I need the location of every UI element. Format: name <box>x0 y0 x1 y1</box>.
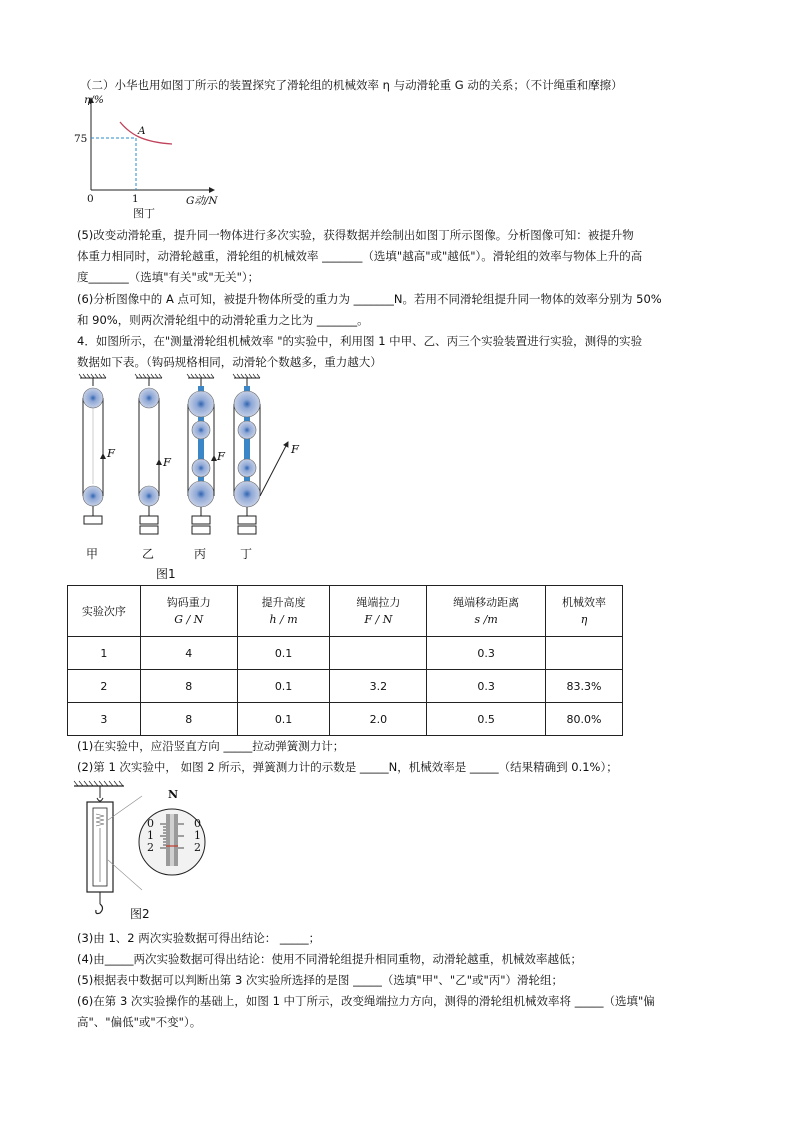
cell: 8 <box>140 703 237 736</box>
sub-q1: (1)在实验中，应沿竖直方向 _____拉动弹簧测力计； <box>77 739 345 753</box>
sub-q4: (4)由_____两次实验数据可得出结论：使用不同滑轮组提升相同重物，动滑轮越重，机械效率越低； <box>77 952 583 966</box>
table-header-row <box>68 586 623 637</box>
x-axis-label: G动/N <box>186 195 218 207</box>
cell: 83.3% <box>546 670 623 703</box>
q5-line2: 体重力相同时，动滑轮越重，滑轮组的机械效率 _______（选填"越高"或"越低"）。滑轮组的效率与物体上升的高 <box>77 249 643 263</box>
cell <box>546 637 623 670</box>
figure-2-caption: 图2 <box>130 907 150 921</box>
q4-line1: 4．如图所示，在"测量滑轮组机械效率 "的实验中，利用图 1 中甲、乙、丙三个实验装置进行实验，测得的实验 <box>77 334 643 348</box>
scale-right-0: 0 <box>194 817 201 830</box>
scale-unit-label: N <box>168 788 179 801</box>
table-row <box>68 637 623 670</box>
label-bing: 丙 <box>194 547 207 561</box>
pulley-set-ding <box>234 378 288 534</box>
pulley-figure-1 <box>70 372 320 552</box>
cell: 2.0 <box>330 703 427 736</box>
cell: 80.0% <box>546 703 623 736</box>
scale-left-0: 0 <box>147 817 154 830</box>
scale-right-2: 2 <box>194 841 201 854</box>
pulley-set-bing <box>188 378 214 534</box>
header-force: 绳端拉力 F / N <box>330 586 427 637</box>
cell: 4 <box>140 637 237 670</box>
cell: 0.5 <box>427 703 546 736</box>
cell: 0.3 <box>427 637 546 670</box>
graph-caption: 图丁 <box>133 207 155 220</box>
experiment-table <box>67 585 623 736</box>
cell: 3 <box>68 703 141 736</box>
cell: 0.1 <box>237 670 330 703</box>
table-row <box>68 670 623 703</box>
label-yi: 乙 <box>142 547 155 561</box>
cell: 8 <box>140 670 237 703</box>
figure-1-caption: 图1 <box>156 567 176 581</box>
label-jia: 甲 <box>86 547 99 561</box>
force-label-yi: F <box>163 455 171 469</box>
part2-intro: （二）小华也用如图丁所示的装置探究了滑轮组的机械效率 η 与动滑轮重 G 动的关系；（不计绳重和摩擦） <box>80 78 623 92</box>
force-label-ding: F <box>291 442 299 456</box>
scale-right-1: 1 <box>194 829 201 842</box>
header-efficiency: 机械效率 η <box>546 586 623 637</box>
q5-line1: (5)改变动滑轮重，提升同一物体进行多次实验，获得数据并绘制出如图丁所示图像。分析图像可知：被提升物 <box>77 228 634 242</box>
sub-q5: (5)根据表中数据可以判断出第 3 次实验所选择的是图 _____（选填"甲"、"乙"或"丙"）滑轮组； <box>77 973 564 987</box>
cell: 0.1 <box>237 703 330 736</box>
table-row <box>68 703 623 736</box>
pulley-set-yi <box>139 378 159 534</box>
force-label-jia: F <box>107 446 115 460</box>
scale-left-1: 1 <box>147 829 154 842</box>
q4-line2: 数据如下表。（钩码规格相同，动滑轮个数越多，重力越大） <box>77 355 382 369</box>
cell: 1 <box>68 637 141 670</box>
y-axis-label: η/% <box>84 94 104 106</box>
y-tick-75: 75 <box>74 133 88 145</box>
header-trial: 实验次序 <box>68 586 141 637</box>
header-weight: 钩码重力 G / N <box>140 586 237 637</box>
label-ding: 丁 <box>240 547 253 561</box>
header-distance: 绳端移动距离 s /m <box>427 586 546 637</box>
cell: 0.3 <box>427 670 546 703</box>
sub-q2: (2)第 1 次实验中， 如图 2 所示，弹簧测力计的示数是 _____N，机械效率是 _____（结果精确到 0.1%）； <box>77 760 618 774</box>
q6-line2: 和 90%，则两次滑轮组中的动滑轮重力之比为 _______。 <box>77 313 369 327</box>
force-label-bing: F <box>217 449 225 463</box>
q6-line1: (6)分析图像中的 A 点可知，被提升物体所受的重力为 _______N。若用不同滑轮组提升同一物体的效率分别为 50% <box>77 292 662 306</box>
sub-q3: (3)由 1、2 两次实验数据可得出结论： _____； <box>77 931 321 945</box>
cell: 2 <box>68 670 141 703</box>
point-a-label: A <box>138 125 146 137</box>
efficiency-curve <box>120 122 172 144</box>
cell <box>330 637 427 670</box>
sub-q6-line1: (6)在第 3 次实验操作的基础上，如图 1 中丁所示，改变绳端拉力方向，测得的滑轮组机械效率将 _____（选填"偏 <box>77 994 655 1008</box>
q5-line3: 度_______（选填"有关"或"无关"）； <box>77 270 260 284</box>
header-height: 提升高度 h / m <box>237 586 330 637</box>
pulley-set-jia <box>83 378 103 524</box>
x-tick-1: 1 <box>132 193 139 205</box>
origin-label: 0 <box>87 193 94 205</box>
sub-q6-line2: 高"、"偏低"或"不变"）。 <box>77 1015 202 1029</box>
scale-left-2: 2 <box>147 841 154 854</box>
cell: 0.1 <box>237 637 330 670</box>
cell: 3.2 <box>330 670 427 703</box>
